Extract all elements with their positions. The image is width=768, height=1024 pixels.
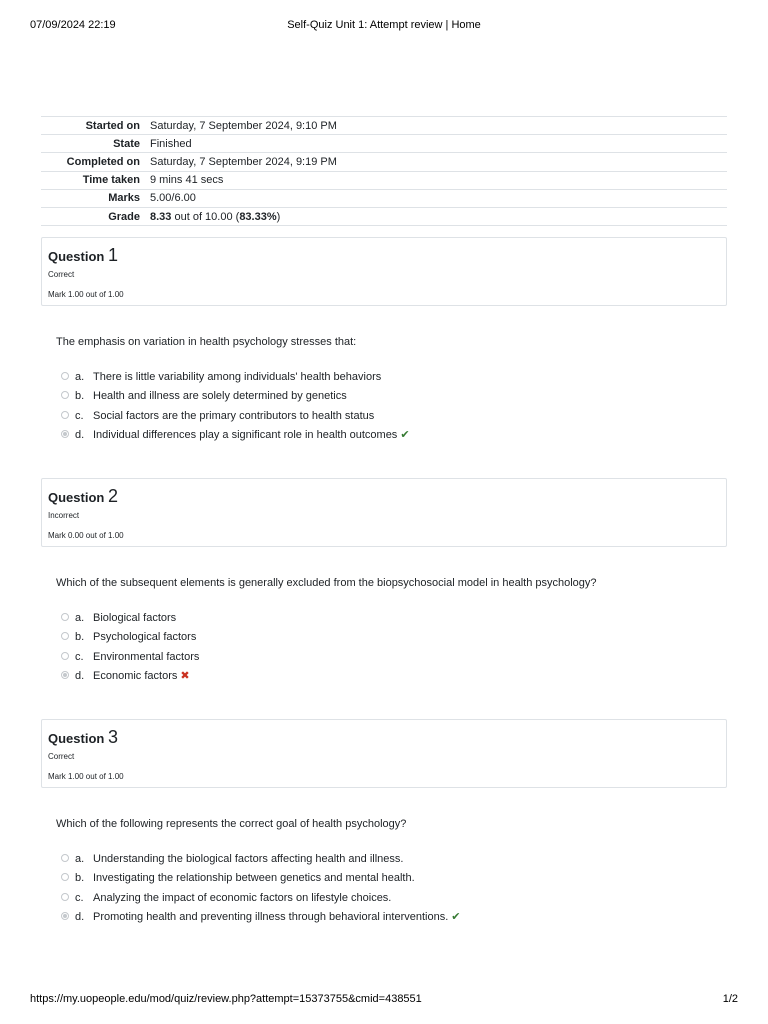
answer-letter: d. <box>75 910 85 923</box>
question-number <box>48 486 118 507</box>
radio-button-selected[interactable] <box>61 430 69 438</box>
question-word: Question <box>48 490 105 505</box>
summary-value: Saturday, 7 September 2024, 9:10 PM <box>150 117 727 135</box>
answer-option[interactable] <box>61 628 199 647</box>
answer-text: There is little variability among individuals' health behaviors <box>93 371 382 383</box>
radio-button[interactable] <box>61 613 69 621</box>
answer-option-selected[interactable] <box>61 426 410 445</box>
answer-option[interactable] <box>61 869 461 888</box>
radio-button[interactable] <box>61 893 69 901</box>
radio-button[interactable] <box>61 391 69 399</box>
summary-label: Time taken <box>41 171 150 189</box>
question-mark: Mark 0.00 out of 1.00 <box>48 531 124 540</box>
summary-value: Finished <box>150 135 727 153</box>
summary-value: 9 mins 41 secs <box>150 171 727 189</box>
print-footer <box>30 993 738 1007</box>
answer-letter: c. <box>75 891 84 904</box>
summary-label: State <box>41 135 150 153</box>
question-3-info <box>41 719 727 788</box>
summary-label: Completed on <box>41 153 150 171</box>
summary-row-completed <box>41 153 727 171</box>
answer-option[interactable] <box>61 609 199 628</box>
question-number-value: 2 <box>107 486 118 506</box>
question-number <box>48 727 118 748</box>
print-url: https://my.uopeople.edu/mod/quiz/review.php?attempt=15373755&cmid=438551 <box>30 993 422 1005</box>
summary-row-state <box>41 135 727 153</box>
summary-value: 5.00/6.00 <box>150 189 727 207</box>
answer-option[interactable] <box>61 850 461 869</box>
answer-text: Health and illness are solely determined by genetics <box>93 390 347 403</box>
summary-label: Started on <box>41 117 150 135</box>
radio-button[interactable] <box>61 411 69 419</box>
answer-letter: a. <box>75 371 85 383</box>
radio-button[interactable] <box>61 854 69 862</box>
question-word: Question <box>48 249 105 264</box>
radio-button-selected[interactable] <box>61 912 69 920</box>
question-2-answers <box>61 609 199 686</box>
summary-label: Marks <box>41 189 150 207</box>
grade-percent: 83.33% <box>239 210 277 223</box>
summary-row-started <box>41 117 727 135</box>
print-page-number: 1/2 <box>722 993 738 1005</box>
question-mark: Mark 1.00 out of 1.00 <box>48 290 124 299</box>
check-icon: ✔ <box>400 428 410 441</box>
radio-button[interactable] <box>61 652 69 660</box>
answer-letter: b. <box>75 631 85 644</box>
print-datetime: 07/09/2024 22:19 <box>30 19 116 31</box>
answer-option[interactable] <box>61 407 410 426</box>
question-number-value: 1 <box>107 245 118 265</box>
answer-letter: b. <box>75 390 85 403</box>
radio-button[interactable] <box>61 873 69 881</box>
answer-letter: c. <box>75 650 84 663</box>
question-1-answers <box>61 368 410 445</box>
answer-text: Understanding the biological factors affecting health and illness. <box>93 853 404 865</box>
question-number-value: 3 <box>107 727 118 747</box>
answer-letter: d. <box>75 669 85 682</box>
answer-text: Social factors are the primary contributors to health status <box>93 409 375 422</box>
question-number <box>48 245 118 266</box>
question-1-text: The emphasis on variation in health psychology stresses that: <box>56 336 357 348</box>
answer-option-selected[interactable] <box>61 908 461 927</box>
answer-option[interactable] <box>61 368 410 387</box>
answer-text: Environmental factors <box>93 650 200 663</box>
question-1-info <box>41 237 727 306</box>
answer-option[interactable] <box>61 387 410 406</box>
answer-option-selected[interactable] <box>61 667 199 686</box>
grade-middle: out of 10.00 ( <box>171 210 240 223</box>
answer-option[interactable] <box>61 889 461 908</box>
question-state: Incorrect <box>48 511 80 520</box>
answer-text: Individual differences play a significant role in health outcomes <box>93 428 398 441</box>
answer-text: Promoting health and preventing illness through behavioral interventions. <box>93 910 449 923</box>
question-state: Correct <box>48 270 75 279</box>
summary-value: Saturday, 7 September 2024, 9:19 PM <box>150 153 727 171</box>
question-2-text: Which of the subsequent elements is generally excluded from the biopsychosocial model in health psychology? <box>56 577 597 589</box>
grade-score: 8.33 <box>150 210 172 223</box>
answer-option[interactable] <box>61 648 199 667</box>
question-2-info <box>41 478 727 547</box>
answer-letter: b. <box>75 872 85 885</box>
grade-value <box>150 207 727 225</box>
attempt-summary-table <box>41 116 727 226</box>
radio-button-selected[interactable] <box>61 671 69 679</box>
radio-button[interactable] <box>61 372 69 380</box>
print-page-title: Self-Quiz Unit 1: Attempt review | Home <box>287 19 481 31</box>
question-word: Question <box>48 731 105 746</box>
grade-end: ) <box>276 210 281 223</box>
summary-row-time-taken <box>41 171 727 189</box>
summary-row-grade <box>41 207 727 225</box>
print-header <box>30 19 738 33</box>
answer-text: Psychological factors <box>93 631 197 644</box>
question-3-text: Which of the following represents the correct goal of health psychology? <box>56 818 407 830</box>
question-state: Correct <box>48 752 75 761</box>
question-3-answers <box>61 850 461 927</box>
check-icon: ✔ <box>451 910 461 923</box>
answer-letter: a. <box>75 612 85 624</box>
question-mark: Mark 1.00 out of 1.00 <box>48 772 124 781</box>
radio-button[interactable] <box>61 632 69 640</box>
cross-icon: ✖ <box>180 669 190 682</box>
answer-text: Biological factors <box>93 612 177 624</box>
summary-row-marks <box>41 189 727 207</box>
answer-letter: a. <box>75 853 85 865</box>
answer-text: Investigating the relationship between genetics and mental health. <box>93 872 415 885</box>
answer-text: Economic factors <box>93 669 178 682</box>
answer-letter: d. <box>75 428 85 441</box>
summary-label: Grade <box>41 207 150 225</box>
answer-letter: c. <box>75 409 84 422</box>
answer-text: Analyzing the impact of economic factors on lifestyle choices. <box>93 891 392 904</box>
